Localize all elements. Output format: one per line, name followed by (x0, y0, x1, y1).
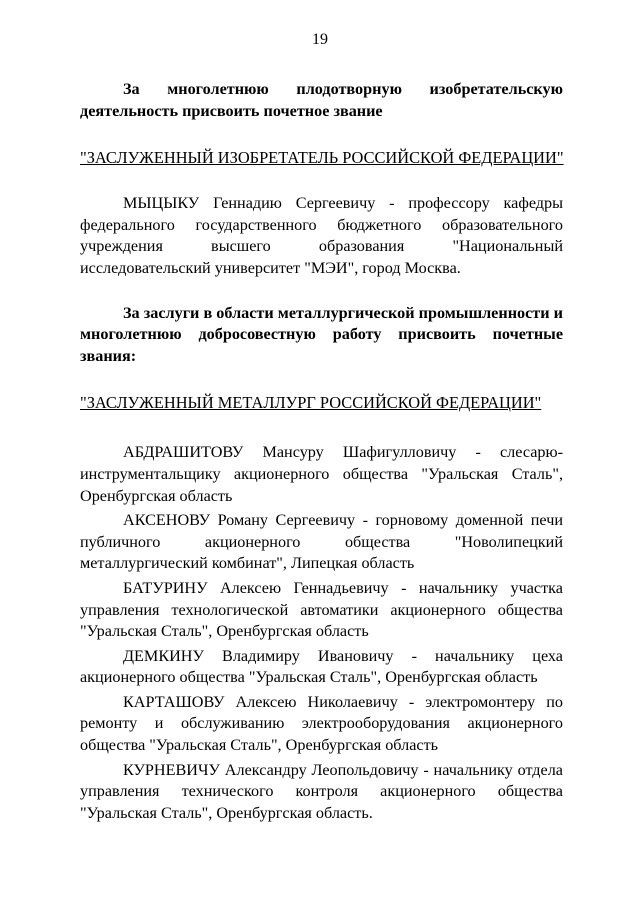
award-entry: БАТУРИНУ Алексею Геннадьевичу - начальнику участка управления технологической автоматики акционерного общества "Уральская Сталь", Оренбургская область (80, 578, 563, 641)
award-entry: КУРНЕВИЧУ Александру Леопольдовичу - начальнику отдела управления технического контроля акционерного общества "Уральская Сталь", Оренбургская область. (80, 760, 563, 822)
award-entry: АБДРАШИТОВУ Мансуру Шафигулловичу - слесарю-инструментальщику акционерного общества "Уральская Сталь", Оренбургская область (80, 443, 563, 505)
award-entry: КАРТАШОВУ Алексею Николаевичу - электромонтеру по ремонту и обслуживанию электрооборудования акционерного общества "Уральская Сталь", Оренбургская область (80, 692, 563, 755)
page-number: 19 (312, 31, 328, 48)
honorary-title-inventor: "ЗАСЛУЖЕННЫЙ ИЗОБРЕТАТЕЛЬ РОССИЙСКОЙ ФЕДЕРАЦИИ" (80, 148, 564, 168)
award-entry: МЫЦЫКУ Геннадию Сергеевичу - профессору кафедры федерального государственного бюджетного образовательного учреждения высшего образования "Национальный исследовательский университет "МЭИ", город Москва. (80, 194, 563, 277)
award-entry: АКСЕНОВУ Роману Сергеевичу - горновому доменной печи публичного акционерного общества "Новолипецкий металлургический комбинат", Липецкая область (80, 511, 563, 573)
document-body (80, 79, 563, 824)
award-entry: ДЕМКИНУ Владимиру Ивановичу - начальнику цеха акционерного общества "Уральская Сталь", Оренбургская область (80, 646, 563, 687)
section-heading-inventor: За многолетнюю плодотворную изобретательскую деятельность присвоить почетное звание (80, 80, 563, 120)
section-heading-metallurgy: За заслуги в области металлургической промышленности и многолетнюю добросовестную работу присвоить почетные звания: (80, 303, 563, 365)
honorary-title-metallurgist: "ЗАСЛУЖЕННЫЙ МЕТАЛЛУРГ РОССИЙСКОЙ ФЕДЕРАЦИИ" (80, 393, 542, 413)
